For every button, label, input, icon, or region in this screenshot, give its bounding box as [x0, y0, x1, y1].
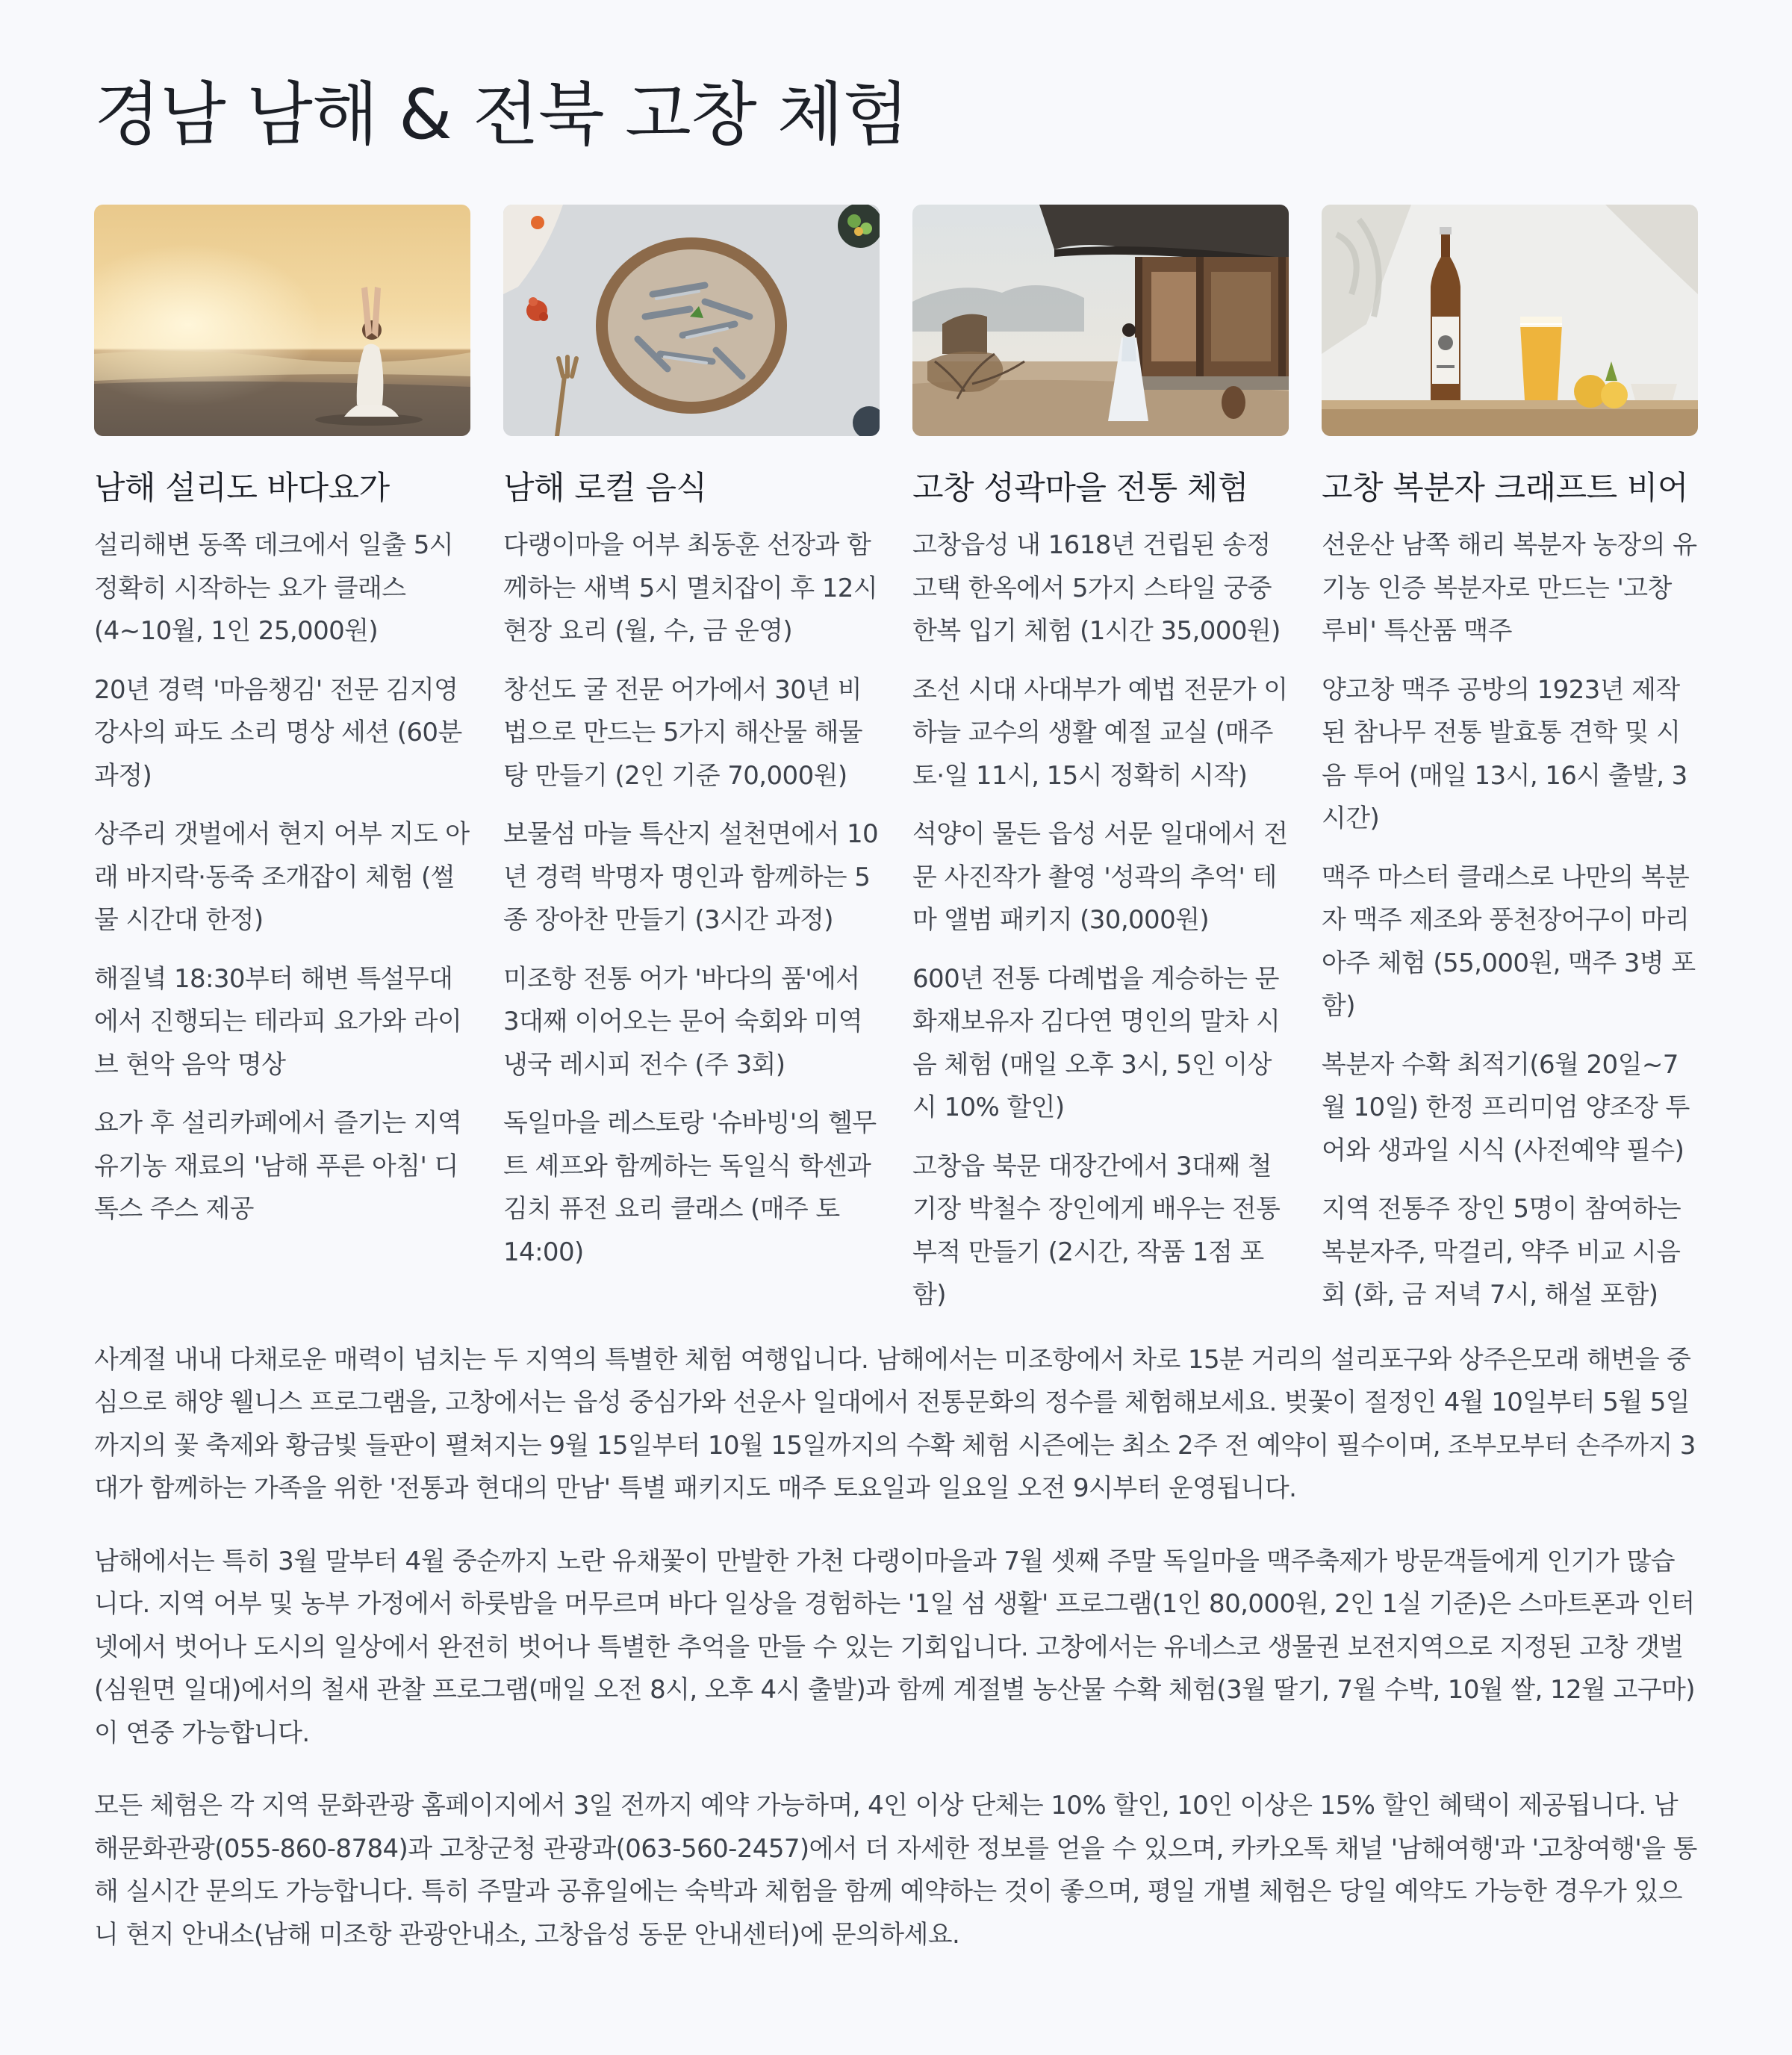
list-item: 보물섬 마늘 특산지 설천면에서 10년 경력 박명자 명인과 함께하는 5종 장아찬 만들기 (3시간 과정) [503, 819, 879, 935]
paragraph: 남해에서는 특히 3월 말부터 4월 중순까지 노란 유채꽃이 만발한 가천 다랭이마을과 7월 셋째 주말 독일마을 맥주축제가 방문객들에게 인기가 많습니다. 지역 어부 및 농부 가정에서 하룻밤을 머무르며 바다 일상을 경험하는 '1일 섬 생활' 프로그램(1인 80,000원, 2인 1실 기준)은 스마트폰과 인터넷에서 벗어나 도시의 일상에서 완전히 벗어나 특별한 추억을 만들 수 있는 기회입니다. 고창에서는 유네스코 생물권 보전지역으로 지정된 고창 갯벌(심원면 일대)에서의 철새 관찰 프로그램(매일 오전 8시, 오후 4시 출발)과 함께 계절별 농산물 수확 체험(3월 딸기, 7월 수박, 10월 쌀, 12월 고구마)이 연중 가능합니다. [94, 1546, 1695, 1748]
list-item: 600년 전통 다례법을 계승하는 문화재보유자 김다연 명인의 말차 시음 체험 (매일 오후 3시, 5인 이상 시 10% 할인) [912, 963, 1281, 1122]
list-item: 요가 후 설리카페에서 즐기는 지역 유기농 재료의 '남해 푸른 아침' 디톡스 주스 제공 [94, 1108, 462, 1224]
card-list [94, 524, 470, 1231]
list-item: 설리해변 동쪽 데크에서 일출 5시 정확히 시작하는 요가 클래스 (4~10월, 1인 25,000원) [94, 530, 454, 646]
list-item: 독일마을 레스토랑 '슈바빙'의 헬무트 셰프와 함께하는 독일식 학센과 김치 퓨전 요리 클래스 (매주 토 14:00) [503, 1108, 877, 1267]
card-list [503, 524, 880, 1274]
list-item: 고창읍 북문 대장간에서 3대째 철기장 박철수 장인에게 배우는 전통 부적 만들기 (2시간, 작품 1점 포함) [912, 1151, 1281, 1310]
card-title: 남해 로컬 음식 [503, 470, 707, 507]
list-item: 20년 경력 '마음챙김' 전문 김지영 강사의 파도 소리 명상 세션 (60분 과정) [94, 674, 462, 791]
page-title: 경남 남해 & 전북 고창 체험 [94, 75, 909, 155]
list-item: 양고창 맥주 공방의 1923년 제작된 참나무 전통 발효통 견학 및 시음 투어 (매일 13시, 16시 출발, 3시간) [1322, 674, 1687, 833]
card-image-food [503, 205, 880, 436]
card-title: 고창 복분자 크래프트 비어 [1322, 470, 1688, 507]
body-paragraphs [94, 1339, 1698, 1957]
list-item: 창선도 굴 전문 어가에서 30년 비법으로 만드는 5가지 해산물 해물탕 만들기 (2인 기준 70,000원) [503, 674, 863, 791]
paragraph: 사계절 내내 다채로운 매력이 넘치는 두 지역의 특별한 체험 여행입니다. 남해에서는 미조항에서 차로 15분 거리의 설리포구와 상주은모래 해변을 중심으로 해양 웰니스 프로그램을, 고창에서는 읍성 중심가와 선운사 일대에서 전통문화의 정수를 체험해보세요. 벚꽃이 절정인 4월 10일부터 5월 5일까지의 꽃 축제와 황금빛 들판이 펼쳐지는 9월 15일부터 10월 15일까지의 수확 체험 시즌에는 최소 2주 전 예약이 필수이며, 조부모부터 손주까지 3대가 함께하는 가족을 위한 '전통과 현대의 만남' 특별 패키지도 매주 토요일과 일요일 오전 9시부터 운영됩니다. [94, 1344, 1696, 1503]
list-item: 고창읍성 내 1618년 건립된 송정고택 한옥에서 5가지 스타일 궁중한복 입기 체험 (1시간 35,000원) [912, 530, 1281, 646]
card-namhae-yoga [94, 205, 470, 1333]
list-item: 석양이 물든 읍성 서문 일대에서 전문 사진작가 촬영 '성곽의 추억' 테마 앨범 패키지 (30,000원) [912, 819, 1288, 935]
page [94, 67, 1698, 1986]
card-list [1322, 524, 1698, 1317]
paragraph: 모든 체험은 각 지역 문화관광 홈페이지에서 3일 전까지 예약 가능하며, 4인 이상 단체는 10% 할인, 10인 이상은 15% 할인 혜택이 제공됩니다. 남해문화관광(055-860-8784)과 고창군청 관광과(063-560-2457)에서 더 자세한 정보를 얻을 수 있으며, 카카오톡 채널 '남해여행'과 '고창여행'을 통해 실시간 문의도 가능합니다. 특히 주말과 공휴일에는 숙박과 체험을 함께 예약하는 것이 좋으며, 평일 개별 체험은 당일 예약도 가능한 경우가 있으니 현지 안내소(남해 미조항 관광안내소, 고창읍성 동문 안내센터)에 문의하세요. [94, 1791, 1697, 1950]
card-image-yoga [94, 205, 470, 436]
list-item: 지역 전통주 장인 5명이 참여하는 복분자주, 막걸리, 약주 비교 시음회 (화, 금 저녁 7시, 해설 포함) [1322, 1194, 1681, 1310]
card-title: 고창 성곽마을 전통 체험 [912, 470, 1248, 507]
card-image-beer [1322, 205, 1698, 436]
card-gochang-beer [1322, 205, 1698, 1333]
card-list [912, 524, 1289, 1317]
list-item: 선운산 남쪽 해리 복분자 농장의 유기농 인증 복분자로 만드는 '고창 루비' 특산품 맥주 [1322, 530, 1697, 646]
card-title: 남해 설리도 바다요가 [94, 470, 390, 507]
list-item: 미조항 전통 어가 '바다의 품'에서 3대째 이어오는 문어 숙회와 미역냉국 레시피 전수 (주 3회) [503, 963, 863, 1080]
list-item: 조선 시대 사대부가 예법 전문가 이하늘 교수의 생활 예절 교실 (매주 토·일 11시, 15시 정확히 시작) [912, 674, 1288, 791]
card-image-hanok [912, 205, 1289, 436]
list-item: 상주리 갯벌에서 현지 어부 지도 아래 바지락·동죽 조개잡이 체험 (썰물 시간대 한정) [94, 819, 470, 935]
list-item: 맥주 마스터 클래스로 나만의 복분자 맥주 제조와 풍천장어구이 마리아주 체험 (55,000원, 맥주 3병 포함) [1322, 862, 1696, 1021]
list-item: 복분자 수확 최적기(6월 20일~7월 10일) 한정 프리미엄 양조장 투어와 생과일 시식 (사전예약 필수) [1322, 1049, 1690, 1166]
list-item: 해질녘 18:30부터 해변 특설무대에서 진행되는 테라피 요가와 라이브 현악 음악 명상 [94, 963, 462, 1080]
card-gochang-tradition [912, 205, 1289, 1333]
list-item: 다랭이마을 어부 최동훈 선장과 함께하는 새벽 5시 멸치잡이 후 12시 현장 요리 (월, 수, 금 운영) [503, 530, 878, 646]
card-namhae-food [503, 205, 880, 1333]
experience-cards [94, 205, 1698, 1333]
